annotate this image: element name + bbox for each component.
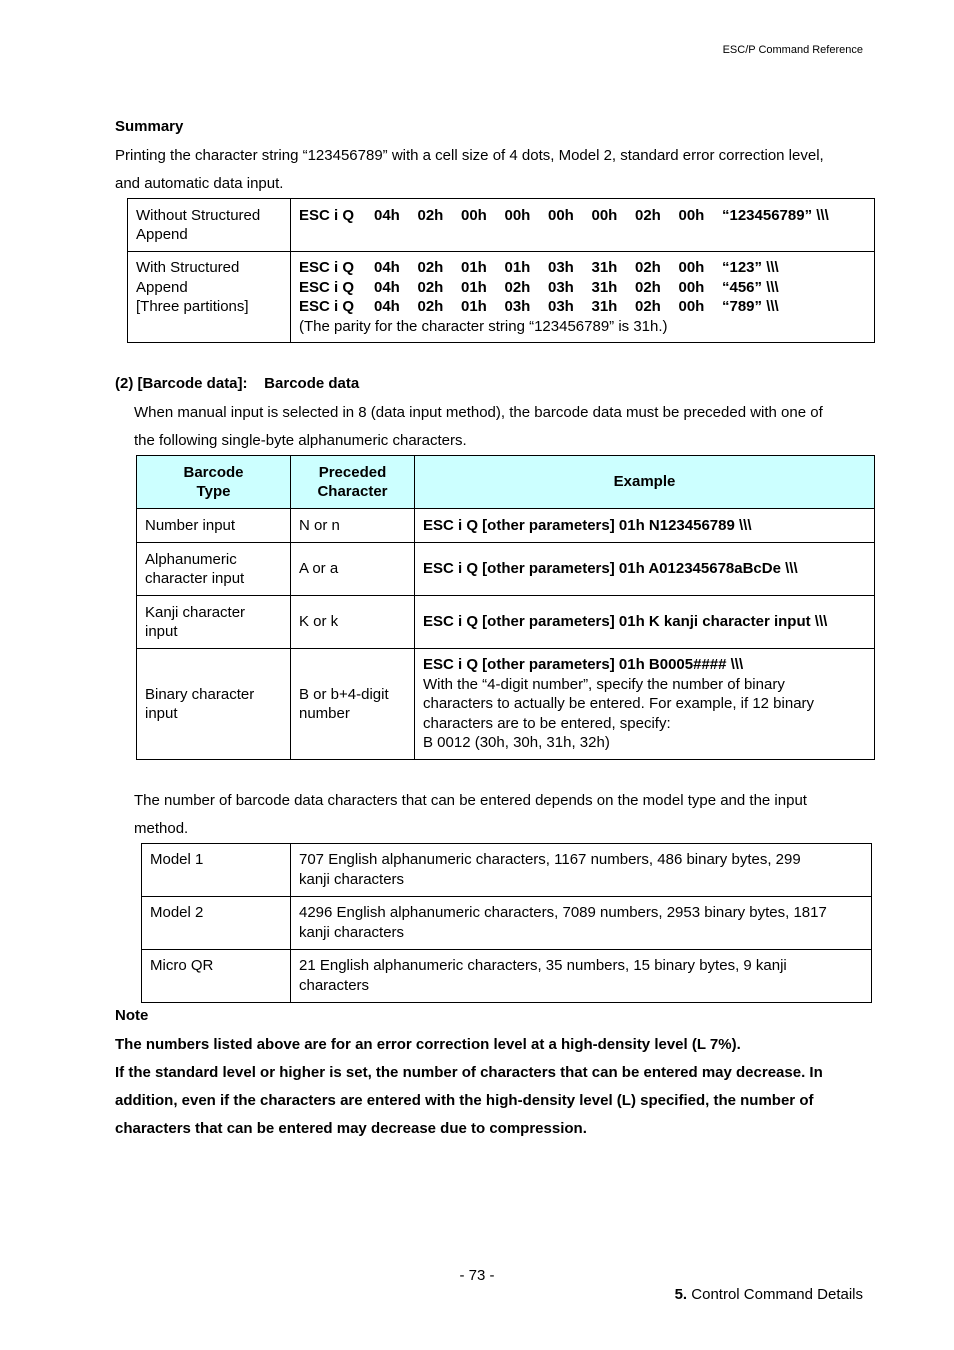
- example-command: ESC i Q [other parameters] 01h B0005#### \\\: [423, 656, 744, 674]
- cmd-cell: ESC i Q: [299, 259, 355, 276]
- type-line: Number input: [145, 516, 236, 534]
- capacity-text-line1: The number of barcode data characters that can be entered depends on the model type and the input: [134, 792, 807, 809]
- table-header-row: [137, 456, 875, 509]
- example-cell: ESC i Q [other parameters] 01h N123456789 \\\: [415, 509, 875, 543]
- cmd-cell: 01h: [504, 259, 531, 276]
- type-cell: [137, 649, 291, 760]
- model-cell: Model 2: [142, 897, 291, 950]
- capacity-text-line2: method.: [134, 820, 189, 837]
- table-row: [128, 199, 875, 252]
- char-line: K or k: [299, 613, 339, 631]
- capacity-cell: [291, 897, 872, 950]
- cmd-cell: 31h: [591, 298, 618, 315]
- char-line: A or a: [299, 560, 339, 578]
- barcode-data-text-line1: When manual input is selected in 8 (data input method), the barcode data must be preceded with one of: [134, 404, 823, 421]
- note-line3: addition, even if the characters are entered with the high-density level (L) specified, the number of: [115, 1092, 814, 1109]
- cmd-cell: 02h: [635, 278, 661, 296]
- cmd-cell: 03h: [548, 298, 574, 315]
- cmd-cell: 01h: [461, 278, 487, 296]
- summary-row-commands: [291, 199, 875, 252]
- capacity-table: [141, 843, 872, 1003]
- table-row: [137, 509, 875, 543]
- type-cell: [137, 509, 291, 543]
- table-row: [137, 649, 875, 760]
- type-cell: [137, 543, 291, 596]
- capacity-line: 4296 English alphanumeric characters, 7089 numbers, 2953 binary bytes, 1817: [299, 904, 827, 921]
- command-line: [299, 206, 866, 226]
- cmd-cell: 04h: [374, 298, 400, 315]
- note-line4: characters that can be entered may decrease due to compression.: [115, 1120, 587, 1137]
- cmd-cell: 02h: [417, 278, 444, 296]
- label-line: Append: [136, 278, 188, 296]
- label-line: With Structured: [136, 259, 240, 276]
- header-line: Type: [196, 483, 231, 500]
- cmd-cell: 00h: [678, 278, 705, 296]
- cmd-cell: 02h: [417, 298, 444, 315]
- cmd-cell: 03h: [504, 298, 531, 315]
- cmd-data: “123456789” \\\: [722, 207, 829, 224]
- summary-text-line1: Printing the character string “123456789” with a cell size of 4 dots, Model 2, standard error correction level,: [115, 147, 824, 164]
- cmd-cell: 02h: [635, 298, 661, 315]
- command-line: [299, 278, 866, 298]
- cmd-cell: 04h: [374, 259, 400, 276]
- cmd-cell: 01h: [461, 259, 487, 276]
- example-cell: [415, 649, 875, 760]
- type-line: input: [145, 705, 178, 722]
- cmd-cell: 00h: [678, 207, 705, 224]
- note-line2: If the standard level or higher is set, the number of characters that can be entered may decrease. In: [115, 1064, 823, 1081]
- char-line: B or b+4-digit: [299, 685, 389, 703]
- cmd-cell: 00h: [678, 298, 705, 315]
- cmd-cell: 02h: [635, 207, 661, 224]
- type-cell: [137, 596, 291, 649]
- model-cell: Micro QR: [142, 950, 291, 1003]
- section-title: Control Command Details: [691, 1286, 863, 1303]
- cmd-cell: 04h: [374, 278, 400, 296]
- cmd-cell: 00h: [591, 207, 618, 224]
- cmd-data: “789” \\\: [722, 298, 779, 315]
- summary-row-label: [128, 199, 291, 252]
- column-header-character: [291, 456, 415, 509]
- cmd-cell: 01h: [461, 298, 487, 315]
- char-cell: [291, 596, 415, 649]
- column-header-type: [137, 456, 291, 509]
- cmd-cell: 00h: [548, 207, 574, 224]
- cmd-data: “456” \\\: [722, 278, 779, 296]
- capacity-line: kanji characters: [299, 923, 405, 941]
- note-line1: The numbers listed above are for an error correction level at a high-density level (L 7%).: [115, 1036, 741, 1053]
- cmd-cell: 31h: [591, 278, 618, 296]
- table-row: [142, 844, 872, 897]
- cmd-cell: 02h: [504, 278, 531, 296]
- cmd-cell: 00h: [504, 207, 531, 224]
- summary-row-label: [128, 252, 291, 343]
- capacity-line: 707 English alphanumeric characters, 1167 numbers, 486 binary bytes, 299: [299, 851, 801, 868]
- cmd-cell: ESC i Q: [299, 278, 355, 296]
- type-line: Alphanumeric: [145, 550, 237, 568]
- summary-text-line2: and automatic data input.: [115, 175, 284, 192]
- cmd-cell: ESC i Q: [299, 298, 355, 315]
- label-line: [Three partitions]: [136, 298, 249, 315]
- type-line: input: [145, 623, 178, 640]
- cmd-cell: 02h: [417, 207, 444, 224]
- label-line: Without Structured: [136, 206, 261, 224]
- command-line: [299, 258, 866, 278]
- cmd-cell: 04h: [374, 207, 400, 224]
- table-row: [142, 897, 872, 950]
- command-line: [299, 297, 866, 317]
- cmd-cell: 02h: [417, 259, 444, 276]
- column-header-example: Example: [415, 456, 875, 509]
- char-cell: [291, 509, 415, 543]
- cmd-data: “123” \\\: [722, 259, 779, 276]
- summary-heading: Summary: [115, 118, 184, 135]
- note-heading: Note: [115, 1007, 149, 1024]
- capacity-line: characters: [299, 976, 370, 994]
- cmd-cell: 03h: [548, 259, 574, 276]
- example-cell: ESC i Q [other parameters] 01h A012345678aBcDe \\\: [415, 543, 875, 596]
- capacity-line: 21 English alphanumeric characters, 35 numbers, 15 binary bytes, 9 kanji: [299, 957, 787, 974]
- char-line: number: [299, 705, 350, 722]
- footer-section: [675, 1286, 863, 1303]
- table-row: [128, 252, 875, 343]
- capacity-cell: [291, 950, 872, 1003]
- example-line: With the “4-digit number”, specify the number of binary: [423, 675, 785, 693]
- example-line: characters are to be entered, specify:: [423, 714, 671, 732]
- section-number: 5.: [674, 1286, 688, 1303]
- label-line: Append: [136, 226, 188, 243]
- example-line: characters to actually be entered. For example, if 12 binary: [423, 695, 815, 713]
- header-line: Preceded: [318, 463, 387, 481]
- type-line: character input: [145, 570, 245, 587]
- cmd-cell: 02h: [635, 259, 661, 276]
- barcode-data-heading: (2) [Barcode data]: Barcode data: [115, 375, 360, 392]
- summary-row-commands: [291, 252, 875, 343]
- table-row: [142, 950, 872, 1003]
- model-cell: Model 1: [142, 844, 291, 897]
- type-line: Binary character: [145, 685, 255, 703]
- table-row: [137, 596, 875, 649]
- table-row: [137, 543, 875, 596]
- example-line: B 0012 (30h, 30h, 31h, 32h): [423, 734, 610, 752]
- cmd-cell: 31h: [591, 259, 618, 276]
- cmd-cell: 03h: [548, 278, 574, 296]
- type-line: Kanji character: [145, 603, 246, 621]
- cmd-cell: 00h: [678, 259, 705, 276]
- barcode-data-text-line2: the following single-byte alphanumeric characters.: [134, 432, 467, 449]
- barcode-type-table: [136, 455, 875, 760]
- char-cell: [291, 649, 415, 760]
- header-line: Character: [317, 483, 388, 500]
- parity-note: (The parity for the character string “123456789” is 31h.): [299, 317, 668, 335]
- header-title: ESC/P Command Reference: [722, 44, 863, 56]
- header-line: Barcode: [183, 463, 244, 481]
- cmd-cell: 00h: [461, 207, 487, 224]
- summary-table: [127, 198, 875, 343]
- char-line: N or n: [299, 516, 340, 534]
- example-cell: ESC i Q [other parameters] 01h K kanji character input \\\: [415, 596, 875, 649]
- capacity-line: kanji characters: [299, 870, 405, 888]
- page-number: - 73 -: [459, 1267, 495, 1284]
- capacity-cell: [291, 844, 872, 897]
- cmd-cell: ESC i Q: [299, 207, 355, 224]
- char-cell: [291, 543, 415, 596]
